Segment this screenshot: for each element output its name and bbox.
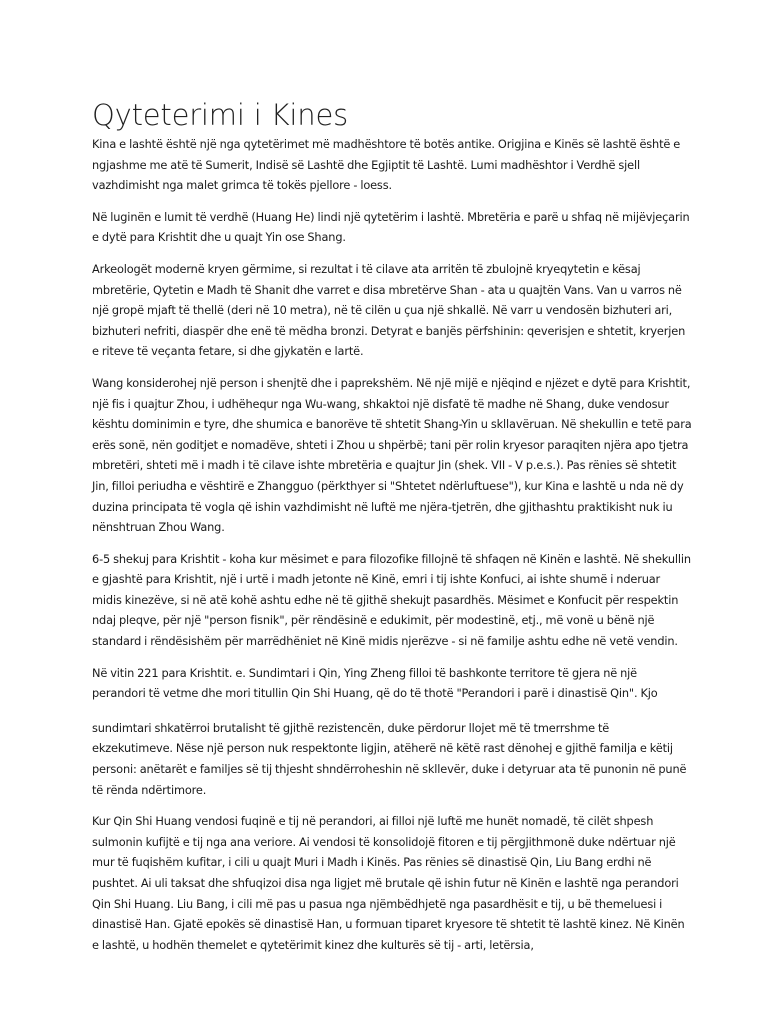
paragraph-wang-zhou: Wang konsiderohej një person i shenjtë dhe i paprekshëm. Në një mijë e njëqind e njëzet e dytë para Krishtit, një fis i quajtur Zhou, i udhëhequr nga Wu-wang, shkaktoi një disfatë të madhe në Shang, duke vendosur kështu dominimin e tyre, dhe shumica e banorëve të shtetit Shang-Yin u skllavëruan. Në shekullin e tetë para erës sonë, nën goditjet e nomadëve, shteti i Zhou u shpërbë; tani për rolin kryesor paraqiten njëra apo tjetra mbretëri, shteti më i madh i të cilave ishte mbretëria e quajtur Jin (shek. VII - V p.e.s.). Pas rënies së shtetit Jin, filloi periudha e vështirë e Zhangguo (përkthyer si "Shtetet ndërluftuese"), kur Kina e lashtë u nda në dy duzina principata të vogla që ishin vazhdimisht në luftë me njëra-tjetrën, dhe gjithashtu praktikisht nuk iu nënshtruan Zhou Wang. — [92, 375, 692, 535]
paragraph-great-wall-han: Kur Qin Shi Huang vendosi fuqinë e tij në perandori, ai filloi një luftë me hunët nomadë, të cilët shpesh sulmonin kufijtë e tij nga ana veriore. Ai vendosi të konsolidojë fitoren e tij përgjithmonë duke ndërtuar një mur të fuqishëm kufitar, i cili u quajt Muri i Madh i Kinës. Pas rënies së dinastisë Qin, Liu Bang erdhi në pushtet. Ai uli taksat dhe shfuqizoi disa nga ligjet më brutale që ishin futur në Kinën e lashtë nga perandori Qin Shi Huang. Liu Bang, i cili më pas u pasua nga njëmbëdhjetë nga pasardhësit e tij, u bë themeluesi i dinastisë Han. Gjatë epokës së dinastisë Han, u formuan tiparet kryesore të shtetit të lashtë kinez. Në Kinën e lashtë, u hodhën themelet e qytetërimit kinez dhe kulturës së tij - arti, letërsia, — [92, 814, 685, 952]
paragraph-confucius: 6-5 shekuj para Krishtit - koha kur mësimet e para filozofike fillojnë të shfaqen në Kinën e lashtë. Në shekullin e gjashtë para Krishtit, një i urtë i madh jetonte në Kinë, emri i tij ishte Konfuci, ai ishte shumë i nderuar midis kinezëve, si në atë kohë ashtu edhe në të gjithë shekujt pasardhës. Mësimet e Konfucit për respektin ndaj pleqve, për një "person fisnik", për rëndësinë e edukimit, për modestinë, etj., më vonë u bënë një standard i rëndësishëm për marrëdhëniet në Kinë midis njerëzve - si në familje ashtu edhe në vetë vendin. — [92, 551, 691, 649]
paragraph-yellow-river: Në luginën e lumit të verdhë (Huang He) lindi një qytetërim i lashtë. Mbretëria e parë u shfaq në mijëvjeçarin e dytë para Krishtit dhe u quajt Yin ose Shang. — [92, 209, 690, 245]
paragraph-qin-unification: Në vitin 221 para Krishtit. e. Sundimtari i Qin, Ying Zheng filloi të bashkonte territore të gjera në një perandori të vetme dhe mori titullin Qin Shi Huang, që do të thotë "Perandori i parë i dinastisë Qin". Kjo — [92, 665, 658, 701]
paragraph-archaeology: Arkeologët modernë kryen gërmime, si rezultat i të cilave ata arritën të zbulojnë kryeqytetin e kësaj mbretërie, Qytetin e Madh të Shanit dhe varret e disa mbretërve Shan - ata u quajtën Vans. Van u varros në një gropë mjaft të thellë (deri në 10 metra), në të cilën u çua një shkallë. Në varr u vendosën bizhuteri ari, bizhuteri nefriti, diaspër dhe enë të mëdha bronzi. Detyrat e banjës përfshinin: qeverisjen e shtetit, kryerjen e riteve të veçanta fetare, si dhe gjykatën e lartë. — [92, 261, 686, 359]
paragraph-origins: Kina e lashtë është një nga qytetërimet më madhështore të botës antike. Origjina e Kinës së lashtë është e ngjashme me atë të Sumerit, Indisë së Lashtë dhe Egjiptit të Lashtë. Lumi madhështor i Verdhë sjell vazhdimisht nga malet grimca të tokës pjellore - loess. — [92, 137, 681, 193]
document-page — [92, 98, 692, 966]
document-title: Qyteterimi i Kines — [92, 98, 348, 132]
paragraph-qin-rule: sundimtari shkatërroi brutalisht të gjithë rezistencën, duke përdorur llojet më të tmerrshme të ekzekutimeve. Nëse një person nuk respektonte ligjin, atëherë në këtë rast dënohej e gjithë familja e këtij personi: anëtarët e familjes së tij thjesht shndërroheshin në skllevër, duke i detyruar ata të punonin në punë të rënda ndërtimore. — [92, 720, 687, 797]
